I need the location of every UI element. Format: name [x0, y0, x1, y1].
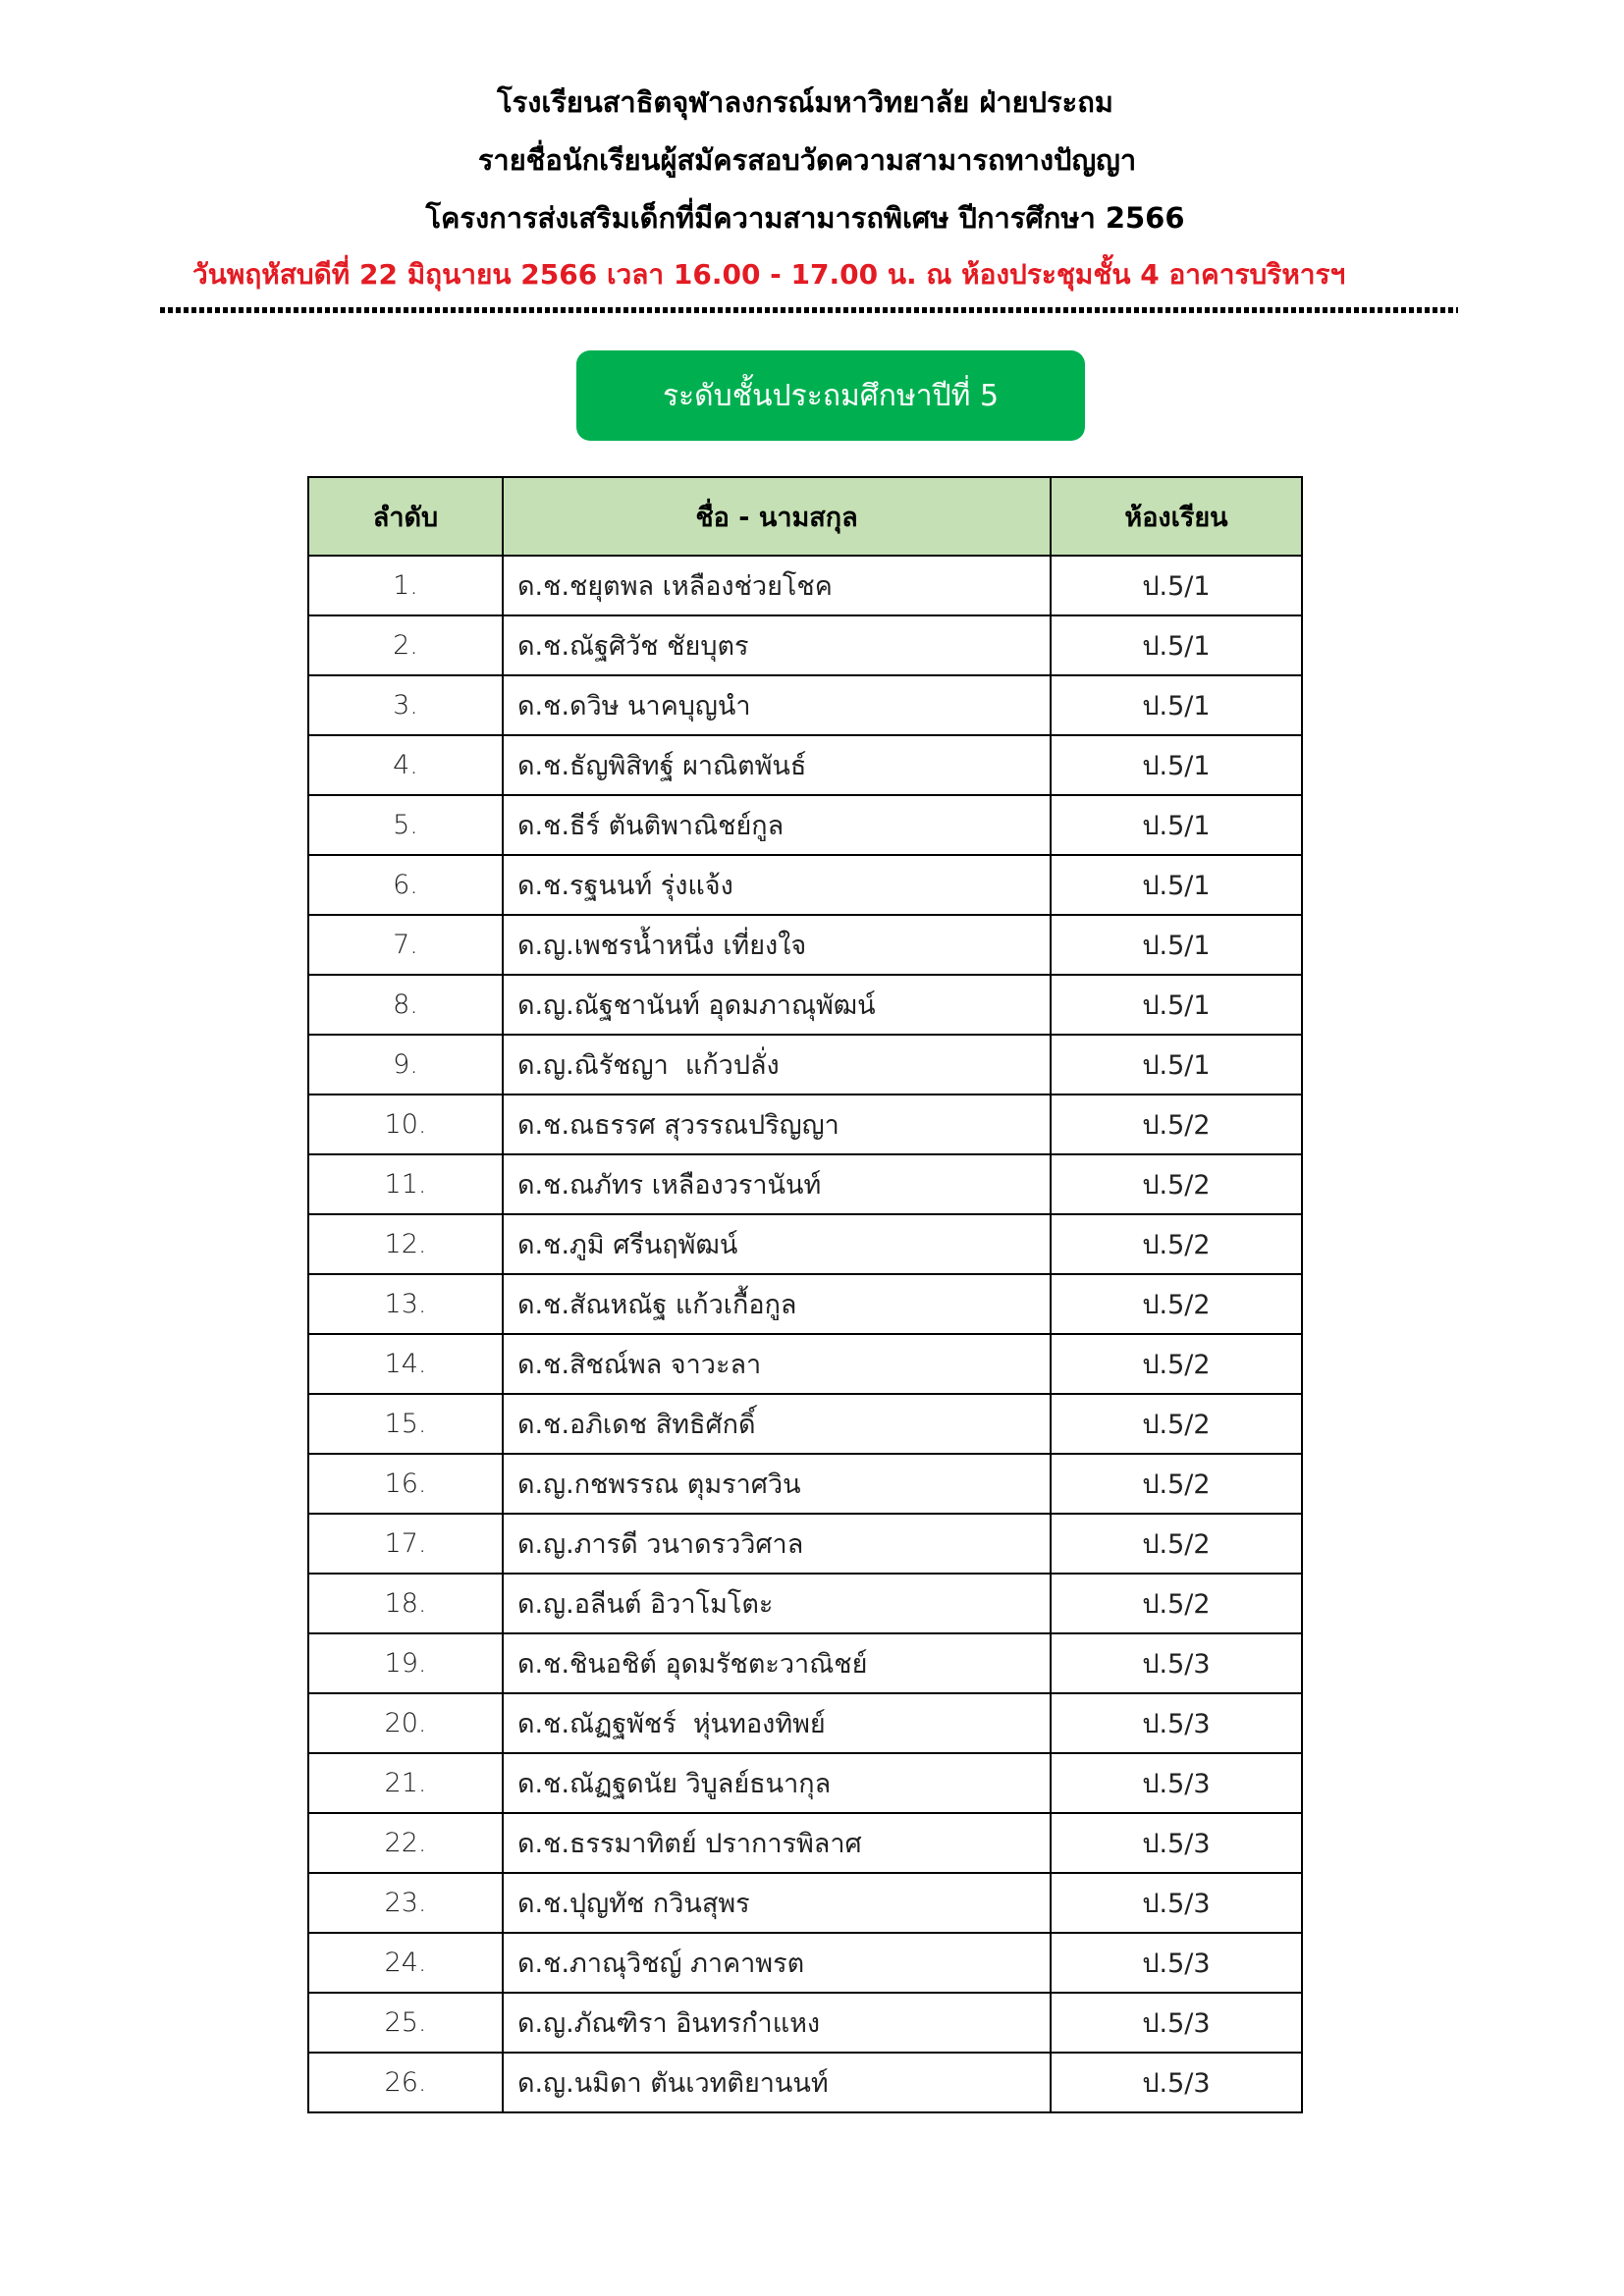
table-row: [308, 1873, 1302, 1933]
student-name: ด.ช.ดวิษ นาคบุญนำ: [503, 675, 1051, 735]
classroom: ป.5/2: [1051, 1454, 1302, 1514]
classroom: ป.5/2: [1051, 1574, 1302, 1633]
row-number: 11.: [308, 1154, 503, 1214]
row-number: 8.: [308, 975, 503, 1035]
row-number: 9.: [308, 1035, 503, 1095]
row-number: 1.: [308, 556, 503, 615]
program-title: โครงการส่งเสริมเด็กที่มีความสามารถพิเศษ ปีการศึกษา 2566: [425, 201, 1185, 235]
column-header-number: ลำดับ: [308, 477, 503, 556]
row-number: 6.: [308, 855, 503, 915]
classroom: ป.5/2: [1051, 1274, 1302, 1334]
row-number: 18.: [308, 1574, 503, 1633]
classroom: ป.5/1: [1051, 556, 1302, 615]
classroom: ป.5/3: [1051, 1933, 1302, 1993]
student-name: ด.ญ.นมิดา ตันเวทติยานนท์: [503, 2053, 1051, 2112]
row-number: 5.: [308, 795, 503, 855]
classroom: ป.5/2: [1051, 1334, 1302, 1394]
exam-schedule: วันพฤหัสบดีที่ 22 มิถุนายน 2566 เวลา 16.00 - 17.00 น. ณ ห้องประชุมชั้น 4 อาคารบริหารฯ: [192, 258, 1346, 291]
classroom: ป.5/2: [1051, 1394, 1302, 1454]
table-body: [308, 556, 1302, 2112]
classroom: ป.5/2: [1051, 1154, 1302, 1214]
row-number: 12.: [308, 1214, 503, 1274]
classroom: ป.5/1: [1051, 675, 1302, 735]
classroom: ป.5/1: [1051, 795, 1302, 855]
row-number: 4.: [308, 735, 503, 795]
student-name: ด.ญ.เพชรน้ำหนึ่ง เที่ยงใจ: [503, 915, 1051, 975]
table-row: [308, 1753, 1302, 1813]
student-name: ด.ช.ชินอชิต์ อุดมรัชตะวาณิชย์: [503, 1633, 1051, 1693]
row-number: 13.: [308, 1274, 503, 1334]
classroom: ป.5/3: [1051, 1753, 1302, 1813]
student-name: ด.ช.ธีร์ ตันติพาณิชย์กูล: [503, 795, 1051, 855]
student-name: ด.ญ.ภารดี วนาดรววิศาล: [503, 1514, 1051, 1574]
table-row: [308, 1993, 1302, 2053]
table-row: [308, 1813, 1302, 1873]
list-title: รายชื่อนักเรียนผู้สมัครสอบวัดความสามารถทางปัญญา: [477, 143, 1137, 177]
row-number: 3.: [308, 675, 503, 735]
classroom: ป.5/2: [1051, 1095, 1302, 1154]
table-row: [308, 915, 1302, 975]
student-name: ด.ช.ปุญทัช กวินสุพร: [503, 1873, 1051, 1933]
column-header-room: ห้องเรียน: [1051, 477, 1302, 556]
grade-level-label: ระดับชั้นประถมศึกษาปีที่ 5: [662, 378, 1000, 413]
table-row: [308, 1334, 1302, 1394]
table-row: [308, 1454, 1302, 1514]
row-number: 2.: [308, 615, 503, 675]
dotted-divider: [160, 307, 1458, 313]
student-name: ด.ช.ภูมิ ศรีนฤพัฒน์: [503, 1214, 1051, 1274]
table-row: [308, 1633, 1302, 1693]
classroom: ป.5/3: [1051, 1693, 1302, 1753]
row-number: 23.: [308, 1873, 503, 1933]
table-row: [308, 735, 1302, 795]
table-row: [308, 1574, 1302, 1633]
classroom: ป.5/1: [1051, 735, 1302, 795]
classroom: ป.5/3: [1051, 1633, 1302, 1693]
student-name: ด.ช.ณัฐศิวัช ชัยบุตร: [503, 615, 1051, 675]
student-name: ด.ญ.กชพรรณ ตุมราศวิน: [503, 1454, 1051, 1514]
table-row: [308, 556, 1302, 615]
table-row: [308, 1274, 1302, 1334]
student-name: ด.ช.ณภัทร เหลืองวรานันท์: [503, 1154, 1051, 1214]
student-roster-table: [307, 476, 1303, 2113]
row-number: 26.: [308, 2053, 503, 2112]
row-number: 25.: [308, 1993, 503, 2053]
student-name: ด.ญ.อลีนต์ อิวาโมโตะ: [503, 1574, 1051, 1633]
classroom: ป.5/1: [1051, 1035, 1302, 1095]
student-name: ด.ช.รฐนนท์ รุ่งแจ้ง: [503, 855, 1051, 915]
column-header-name: ชื่อ - นามสกุล: [503, 477, 1051, 556]
table-row: [308, 1035, 1302, 1095]
grade-level-banner: [576, 350, 1085, 441]
row-number: 15.: [308, 1394, 503, 1454]
classroom: ป.5/2: [1051, 1514, 1302, 1574]
student-name: ด.ช.ธรรมาทิตย์ ปราการพิลาศ: [503, 1813, 1051, 1873]
table-row: [308, 1693, 1302, 1753]
classroom: ป.5/3: [1051, 1993, 1302, 2053]
classroom: ป.5/3: [1051, 1813, 1302, 1873]
row-number: 21.: [308, 1753, 503, 1813]
classroom: ป.5/3: [1051, 2053, 1302, 2112]
student-name: ด.ช.ณธรรศ สุวรรณปริญญา: [503, 1095, 1051, 1154]
student-name: ด.ญ.ณัฐชานันท์ อุดมภาณุพัฒน์: [503, 975, 1051, 1035]
table-row: [308, 675, 1302, 735]
student-name: ด.ช.ธัญพิสิทฐ์ ผาณิตพันธ์: [503, 735, 1051, 795]
row-number: 16.: [308, 1454, 503, 1514]
table-row: [308, 1095, 1302, 1154]
row-number: 19.: [308, 1633, 503, 1693]
row-number: 20.: [308, 1693, 503, 1753]
table-row: [308, 1214, 1302, 1274]
student-name: ด.ช.ภาณุวิชญ์ ภาคาพรต: [503, 1933, 1051, 1993]
table-row: [308, 1394, 1302, 1454]
classroom: ป.5/3: [1051, 1873, 1302, 1933]
student-name: ด.ช.ณัฏฐดนัย วิบูลย์ธนากุล: [503, 1753, 1051, 1813]
student-name: ด.ช.อภิเดช สิทธิศักดิ์: [503, 1394, 1051, 1454]
table-row: [308, 1154, 1302, 1214]
student-name: ด.ช.ณัฏฐพัชร์ หุ่นทองทิพย์: [503, 1693, 1051, 1753]
school-name: โรงเรียนสาธิตจุฬาลงกรณ์มหาวิทยาลัย ฝ่ายประถม: [497, 85, 1113, 119]
row-number: 17.: [308, 1514, 503, 1574]
student-name: ด.ญ.ณิรัชญา แก้วปลั่ง: [503, 1035, 1051, 1095]
table-row: [308, 2053, 1302, 2112]
table-row: [308, 795, 1302, 855]
row-number: 22.: [308, 1813, 503, 1873]
table-header-row: [308, 477, 1302, 556]
row-number: 14.: [308, 1334, 503, 1394]
table-row: [308, 855, 1302, 915]
table-row: [308, 975, 1302, 1035]
row-number: 24.: [308, 1933, 503, 1993]
classroom: ป.5/2: [1051, 1214, 1302, 1274]
classroom: ป.5/1: [1051, 615, 1302, 675]
table-row: [308, 1514, 1302, 1574]
row-number: 7.: [308, 915, 503, 975]
classroom: ป.5/1: [1051, 915, 1302, 975]
classroom: ป.5/1: [1051, 975, 1302, 1035]
student-name: ด.ญ.ภัณฑิรา อินทรกำแหง: [503, 1993, 1051, 2053]
table-row: [308, 615, 1302, 675]
student-name: ด.ช.สิชณ์พล จาวะลา: [503, 1334, 1051, 1394]
student-name: ด.ช.ชยุตพล เหลืองช่วยโชค: [503, 556, 1051, 615]
table-row: [308, 1933, 1302, 1993]
row-number: 10.: [308, 1095, 503, 1154]
student-name: ด.ช.สัณหณัฐ แก้วเกื้อกูล: [503, 1274, 1051, 1334]
classroom: ป.5/1: [1051, 855, 1302, 915]
